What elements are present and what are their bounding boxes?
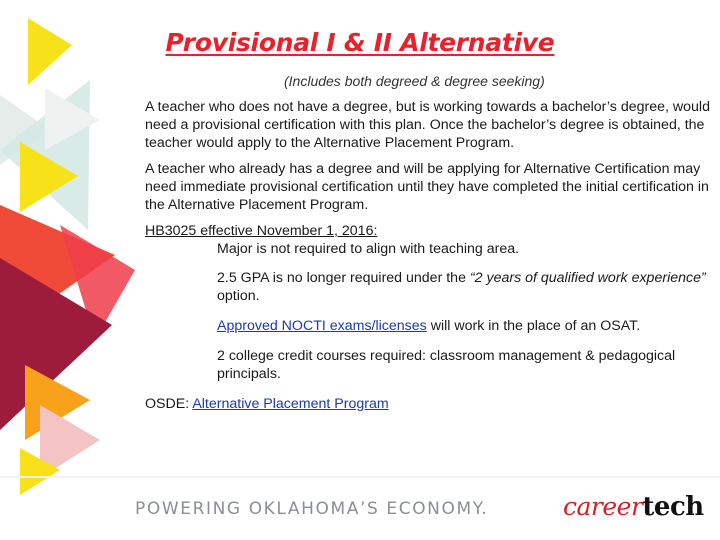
decorative-triangles — [0, 0, 140, 500]
hb-item-credit: 2 college credit courses required: classroom management & pedagogical principals. — [217, 348, 676, 382]
gpa-text-end: option. — [217, 288, 260, 304]
paragraph-degree-seeking: A teacher who does not have a degree, but is working towards a bachelor’s degree, would need a provisional certification with this plan. Once the bachelor’s degree is obtained, the teacher would apply to the Alternative Placement Program. — [145, 99, 710, 151]
hb-item-gpa — [145, 269, 715, 305]
footer-divider — [0, 476, 720, 478]
slide-title: Provisional I & II Alternative — [165, 28, 555, 57]
logo-career: career — [563, 492, 643, 521]
careertech-logo — [563, 492, 704, 524]
paragraph-degreed: A teacher who already has a degree and will be applying for Alternative Certification may need immediate provisional certification until they have completed the initial certification in the Alternative Placement Program. — [145, 161, 709, 213]
nocti-exams-link[interactable]: Approved NOCTI exams/licenses — [217, 318, 427, 334]
logo-tech: tech — [642, 492, 704, 522]
hb-item-major: Major is not required to align with teaching area. — [217, 241, 520, 257]
alternative-placement-link[interactable]: Alternative Placement Program — [192, 396, 389, 412]
osde-label: OSDE: — [145, 396, 193, 412]
nocti-text: will work in the place of an OSAT. — [426, 318, 641, 334]
osde-line — [145, 395, 715, 413]
hb-item-nocti — [145, 317, 715, 335]
gpa-quote: “2 years of qualified work experience” — [469, 270, 706, 286]
hb3025-heading: HB3025 effective November 1, 2016: — [145, 223, 378, 239]
gpa-text: 2.5 GPA is no longer required under the — [217, 270, 470, 286]
slide-body — [145, 98, 715, 413]
footer-tagline: POWERING OKLAHOMA’S ECONOMY. — [135, 499, 489, 519]
slide-subtitle: (Includes both degreed & degree seeking) — [284, 73, 545, 89]
